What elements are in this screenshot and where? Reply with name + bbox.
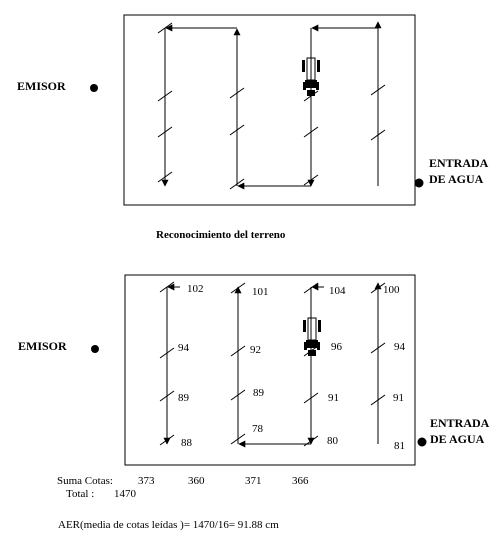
bottom-entrada-point xyxy=(418,438,427,447)
reading-c4-r1: 100 xyxy=(383,284,400,296)
reading-c1-r1: 102 xyxy=(187,283,204,295)
suma-label: Suma Cotas: xyxy=(57,475,113,487)
top-emisor-point xyxy=(90,84,98,92)
top-tick-marks xyxy=(158,23,385,189)
reading-c4-r3: 91 xyxy=(393,392,404,404)
sum-col3: 371 xyxy=(245,475,262,487)
reading-c1-r2: 94 xyxy=(178,342,189,354)
bottom-field-border xyxy=(125,275,415,465)
reading-c4-r4: 81 xyxy=(394,440,405,452)
bottom-emisor-point xyxy=(91,345,99,353)
top-entrada-point xyxy=(415,179,424,188)
reading-c2-r4: 78 xyxy=(252,423,263,435)
reading-c3-r3: 91 xyxy=(328,392,339,404)
sums-block xyxy=(57,475,309,531)
total-value: 1470 xyxy=(114,488,136,500)
bottom-emisor-label: EMISOR xyxy=(18,339,67,353)
sum-col2: 360 xyxy=(188,475,205,487)
reading-c1-r3: 89 xyxy=(178,392,189,404)
sum-col4: 366 xyxy=(292,475,309,487)
top-field-border xyxy=(124,15,415,205)
bottom-entrada-label-1: ENTRADA xyxy=(430,416,490,430)
reading-c2-r3: 89 xyxy=(253,387,264,399)
reading-c1-r4: 88 xyxy=(181,437,192,449)
bottom-field xyxy=(18,275,490,465)
sum-col1: 373 xyxy=(138,475,155,487)
top-field xyxy=(17,15,489,241)
reading-c3-r1: 104 xyxy=(329,285,346,297)
bottom-tick-marks xyxy=(160,282,385,446)
aer-formula: AER(media de cotas leídas )= 1470/16= 91.88 cm xyxy=(58,519,279,531)
top-caption: Reconocimiento del terreno xyxy=(156,229,286,241)
total-label: Total : xyxy=(66,488,95,500)
reading-c4-r2: 94 xyxy=(394,341,405,353)
reading-c2-r2: 92 xyxy=(250,344,261,356)
bottom-entrada-label-2: DE AGUA xyxy=(430,432,485,446)
reading-c3-r4: 80 xyxy=(327,435,338,447)
bottom-tractor-icon xyxy=(303,318,321,356)
top-emisor-label: EMISOR xyxy=(17,79,66,93)
top-entrada-label-2: DE AGUA xyxy=(429,172,484,186)
reading-c2-r1: 101 xyxy=(252,286,269,298)
reading-c3-r2: 96 xyxy=(331,341,342,353)
top-entrada-label-1: ENTRADA xyxy=(429,156,489,170)
